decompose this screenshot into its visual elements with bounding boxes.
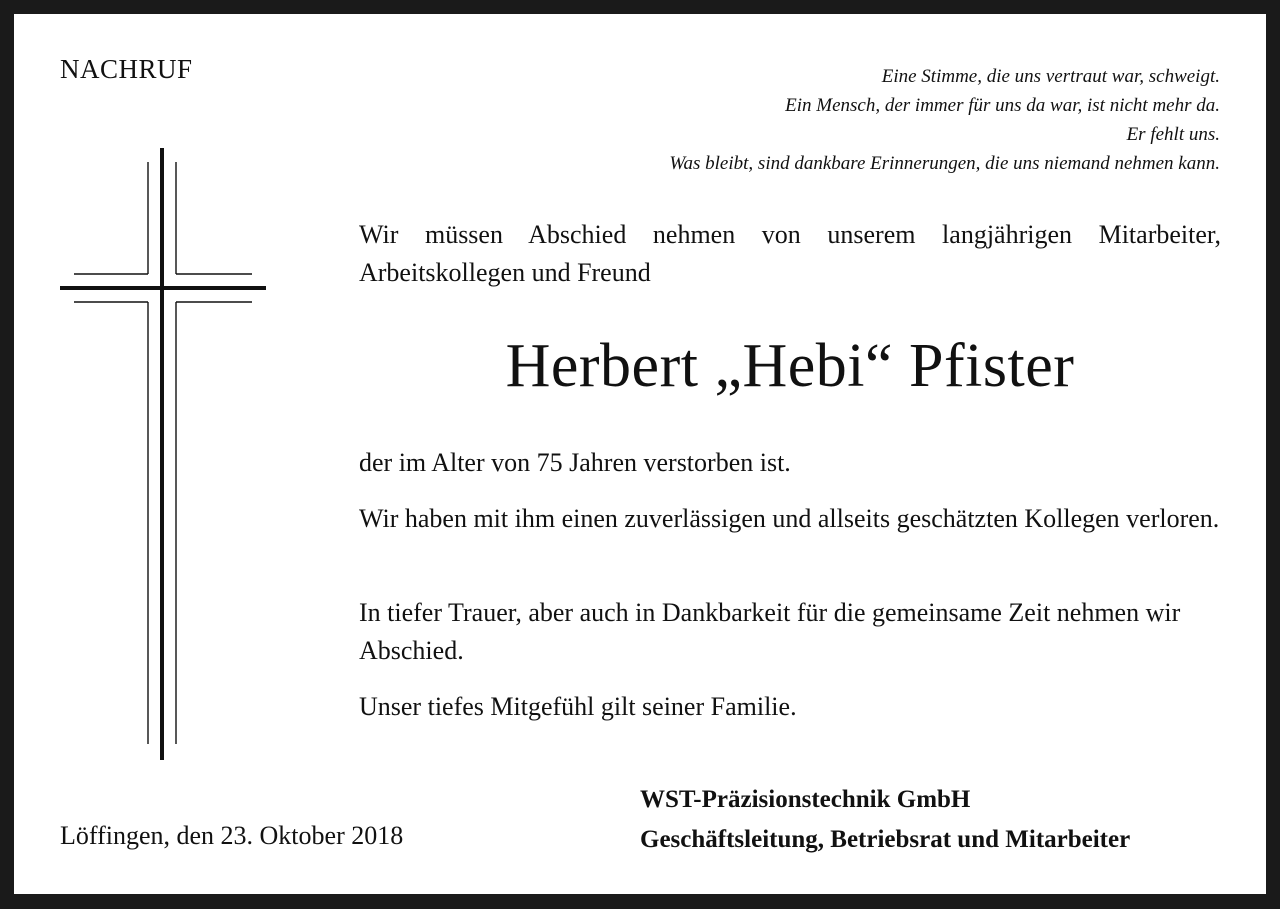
age-line: der im Alter von 75 Jahren verstorben ist. bbox=[359, 448, 791, 477]
place-date: Löffingen, den 23. Oktober 2018 bbox=[60, 821, 404, 850]
paragraph: In tiefer Trauer, aber auch in Dankbarkeit für die gemeinsame Zeit nehmen wir Abschied. bbox=[359, 598, 1181, 665]
cross-icon bbox=[60, 148, 270, 760]
intro-text: Wir müssen Abschied nehmen von unserem langjährigen Mitarbeiter, Arbeitskollegen und Freund bbox=[359, 220, 1221, 287]
poem-line: Er fehlt uns. bbox=[1126, 124, 1220, 145]
company-name: WST-Präzisionstechnik GmbH bbox=[640, 786, 971, 813]
signatories: Geschäftsleitung, Betriebsrat und Mitarbeiter bbox=[640, 826, 1131, 853]
poem-line: Was bleibt, sind dankbare Erinnerungen, die uns niemand nehmen kann. bbox=[669, 153, 1220, 174]
paragraph: Unser tiefes Mitgefühl gilt seiner Familie. bbox=[359, 692, 797, 721]
obituary-notice bbox=[14, 14, 1266, 894]
poem-line: Ein Mensch, der immer für uns da war, ist nicht mehr da. bbox=[785, 95, 1220, 116]
deceased-name: Herbert „Hebi“ Pfister bbox=[505, 332, 1075, 400]
notice-heading: NACHRUF bbox=[60, 54, 193, 84]
paragraph: Wir haben mit ihm einen zuverlässigen und allseits geschätzten Kollegen verloren. bbox=[359, 504, 1220, 533]
company-signature bbox=[640, 780, 1130, 860]
memorial-poem bbox=[669, 62, 1220, 178]
poem-line: Eine Stimme, die uns vertraut war, schweigt. bbox=[881, 66, 1220, 87]
